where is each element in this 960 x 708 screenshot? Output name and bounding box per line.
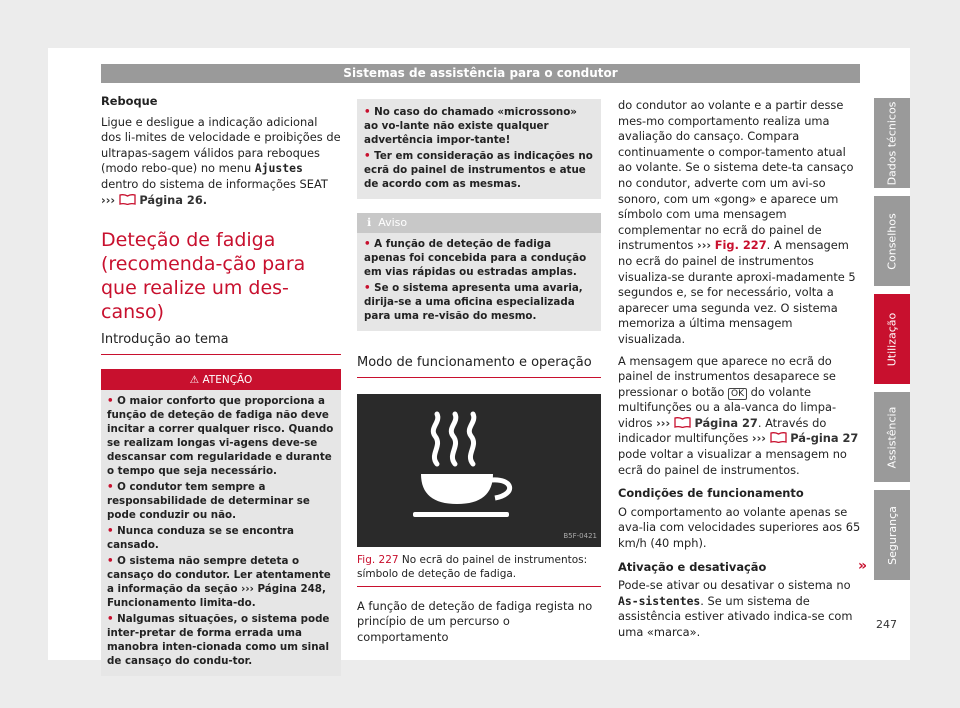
warning-continued-box: • No caso do chamado «microssono» ao vo-lante não existe qualquer advertência impor-tante! • Ter em consideração as indicações no ecrã do painel de instrumentos e atue de acordo com as mesmas. [357, 99, 601, 199]
paragraph: A função de deteção de fadiga regista no princípio de um percurso o comportamento [357, 598, 593, 644]
page-link-26[interactable]: Página 26. [139, 192, 208, 207]
tab-dados-tecnicos[interactable]: Dados técnicos [874, 98, 910, 188]
continue-mark: » [858, 558, 868, 574]
coffee-cup-icon [357, 394, 601, 547]
menu-ajustes: Ajustes [254, 161, 303, 176]
ok-button-symbol: OK [728, 388, 747, 400]
reboque-title: Reboque [101, 94, 158, 108]
warning-bullet: • Nalgumas situações, o sistema pode inter-pretar de forma errada uma manobra inten-cionada como um sinal de cansaço do condu-tor. [107, 612, 335, 668]
figure-link[interactable]: Fig. 227 [714, 238, 767, 253]
warning-box [101, 369, 341, 676]
warning-icon: ⚠ [189, 373, 203, 386]
page-link-27[interactable]: Pá-gina 27 [790, 431, 859, 446]
warning-bullet: • O condutor tem sempre a responsabilidade de determinar se pode conduzir ou não. [107, 480, 335, 522]
column-left [101, 94, 341, 676]
reboque-paragraph: Ligue e desligue a indicação adicional dos li-mites de velocidade e proibições de ultrapas-sagem válidos para reboques (modo rebo-que) no menu Ajustes dentro do sistema de informações SEAT ››› Página 26. [101, 114, 341, 207]
paragraph: O comportamento ao volante apenas se ava-lia com velocidades superiores aos 65 km/h (40 mph). [618, 504, 861, 551]
figure-fatigue-symbol [357, 394, 601, 547]
page-number: 247 [876, 618, 897, 631]
column-right [618, 98, 862, 641]
tab-seguranca[interactable]: Segurança [874, 490, 910, 580]
tab-assistencia[interactable]: Assistência [874, 392, 910, 482]
note-header: ℹ Aviso [357, 213, 601, 233]
paragraph: Pode-se ativar ou desativar o sistema no As-sistentes. Se um sistema de assistência estiver ativado indica-se com uma «marca». [618, 578, 853, 639]
book-icon [119, 194, 136, 205]
tab-utilizacao[interactable]: Utilização [874, 294, 910, 384]
book-icon [674, 417, 691, 428]
book-icon [770, 432, 787, 443]
section-heading: Modo de funcionamento e operação [357, 355, 601, 378]
ref-arrow: ››› [101, 192, 116, 207]
warning-bullet: • O sistema não sempre deteta o cansaço do condutor. Ler atentamente a informação da seção ››› Página 248, Funcionamento limita-do. [107, 554, 335, 610]
figure-code: B5F-0421 [563, 532, 597, 540]
paragraph: A mensagem que aparece no ecrã do painel de instrumentos desaparece se pressionar o botão OK do volante multifunções ou a ala-vanca do limpa-vidros ››› Página 27. Através do indicador multifunções ››› Pá-gina 27 pode voltar a visualizar a mensagem no ecrã do painel de instrumentos. [618, 353, 859, 477]
note-box: ℹ Aviso • A função de deteção de fadiga apenas foi concebida para a condução em vias rápidas ou estradas amplas. • Se o sistema apresenta uma avaria, dirija-se a uma oficina especializada para uma re-visão do mesmo. [357, 213, 601, 331]
note-icon: ℹ [367, 216, 375, 229]
figure-caption: Fig. 227 No ecrã do painel de instrumentos: símbolo de deteção de fadiga. [357, 553, 601, 587]
page-link-248[interactable]: Página 248, Funcionamento limita-do. [107, 582, 326, 609]
section-title: Deteção de fadiga (recomenda-ção para que realize um des-canso) [101, 229, 306, 324]
warning-header: ⚠ ATENÇÃO [101, 371, 341, 390]
page-header: Sistemas de assistência para o condutor [101, 64, 860, 83]
heading-activation: Ativação e desativação [618, 559, 767, 574]
heading-conditions: Condições de funcionamento [618, 486, 804, 501]
page-link-27[interactable]: Página 27 [694, 415, 758, 430]
warning-bullet: • Nunca conduza se se encontra cansado. [107, 524, 335, 552]
warning-intro: • O maior conforto que proporciona a função de deteção de fadiga não deve incitar a correr qualquer risco. Quando se realizam longas vi-agens deve-se descansar com regularidade e durante o tempo que seja necessário. [107, 394, 335, 478]
tab-conselhos[interactable]: Conselhos [874, 196, 910, 286]
subtitle: Introdução ao tema [101, 332, 341, 355]
paragraph: do condutor ao volante e a partir desse mes-mo comportamento realiza uma avaliação do cansaço. Compara continuamente o compor-tamento atual ao volante. Se o sistema dete-ta cansaço no condutor, adverte com um avi-so sonoro, com um «gong» e aparece um símbolo com uma mensagem complementar no ecrã do painel de instrumentos ››› Fig. 227. A mensagem no ecrã do painel de instrumentos visualiza-se durante aproxi-madamente 5 segundos e, se for necessário, volta a aparecer uma segunda vez. O sistema memoriza a última mensagem visualizada. [618, 98, 856, 346]
column-middle [357, 99, 601, 645]
menu-assistentes: As-sistentes [618, 593, 701, 608]
